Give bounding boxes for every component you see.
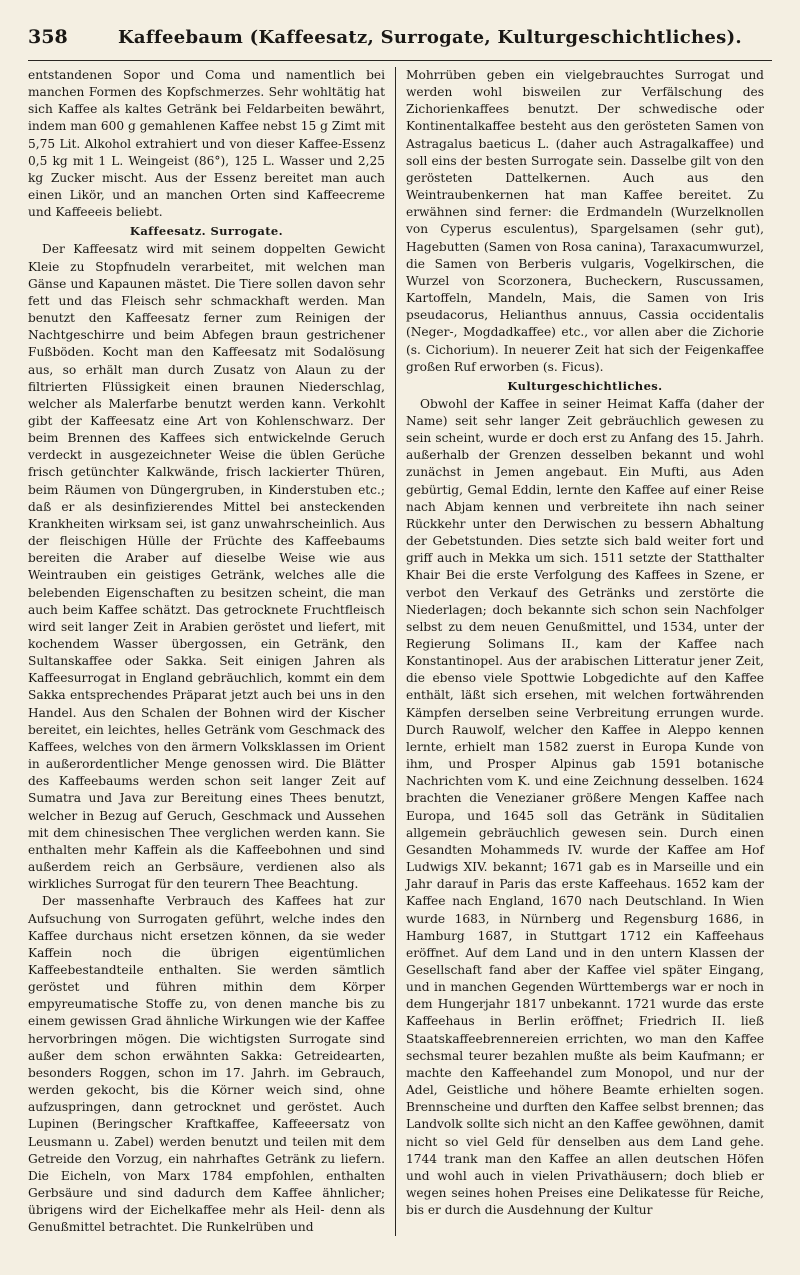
right-column bbox=[396, 67, 764, 1236]
left-paragraph-2: Der Kaffeesatz wird mit seinem doppelten Gewicht Kleie zu Stopfnudeln verarbeitet, mit welchen man Gänse und Kapaunen mästet. Die Tiere sollen davon sehr fett und das Fleisch sehr schmackhaft werden. Man benutzt den Kaffeesatz ferner zum Reinigen der Nachtgeschirre und beim Abfegen braun gestrichener Fußböden. Kocht man den Kaffeesatz mit Sodalösung aus, so erhält man durch Zusatz von Alaun zu der filtrierten Flüssigkeit einen braunen Niederschlag, welcher als Malerfarbe benutzt werden kann. Verkohlt gibt der Kaffeesatz eine Art von Kohlenschwarz. Der beim Brennen des Kaffees sich entwickelnde Geruch verdeckt in ausgezeichneter Weise die üblen Gerüche frisch getünchter Kalkwände, frisch lackierter Thüren, beim Räumen von Düngergruben, in Kinderstuben etc.; daß er als desinfizierendes Mittel bei ansteckenden Krankheiten wirksam sei, ist ganz unwahrscheinlich. Aus der fleischigen Hülle der Früchte des Kaffeebaums bereiten die Araber auf dieselbe Weise wie aus Weintrauben ein geistiges Getränk, welches alle die belebenden Eigenschaften zu besitzen scheint, die man auch beim Kaffee schätzt. Das getrocknete Fruchtfleisch wird seit langer Zeit in Arabien geröstet und liefert, mit kochendem Wasser übergossen, ein Getränk, den Sultanskaffee oder Sakka. Seit einigen Jahren als Kaffeesurrogat in England gebräuchlich, kommt ein dem Sakka entsprechendes Präparat jetzt auch bei uns in den Handel. Aus den Schalen der Bohnen wird der Kischer bereitet, ein leichtes, helles Getränk vom Geschmack des Kaffees, welches von den ärmern Volksklassen im Orient in außerordentlicher Menge genossen wird. Die Blätter des Kaffeebaums werden schon seit langer Zeit auf Sumatra und Java zur Bereitung eines Thees benutzt, welcher in Bezug auf Geruch, Geschmack und Aussehen mit dem chinesischen Thee verglichen werden kann. Sie enthalten mehr Kaffein als die Kaffeebohnen und sind außerdem reich an Gerbsäure, verdienen also als wirkliches Surrogat für den teurern Thee Beachtung. bbox=[28, 242, 385, 892]
left-paragraph-1: entstandenen Sopor und Coma und namentlich bei manchen Formen des Kopfschmerzes. Sehr wohltätig hat sich Kaffee als kaltes Getränk bei Feldarbeiten bewährt, indem man 600 g gemahlenen Kaffee nebst 15 g Zimt mit 5,75 Lit. Alkohol extrahiert und von dieser Kaffee-Essenz 0,5 kg mit 1 L. Weingeist (86°), 125 L. Wasser und 2,25 kg Zucker mischt. Aus der Essenz bereitet man auch einen Likör, und an manchen Orten sind Kaffeecreme und Kaffeeeis beliebt. bbox=[28, 68, 385, 220]
left-paragraph-3: Der massenhafte Verbrauch des Kaffees hat zur Aufsuchung von Surrogaten geführt, welche indes den Kaffee durchaus nicht ersetzen können, da sie weder Kaffein noch die übrigen eigentümlichen Kaffeebestandteile enthalten. Sie werden sämtlich geröstet und führen mithin dem Körper empyreumatische Stoffe zu, von denen manche bis zu einem gewissen Grad ähnliche Wirkungen wie der Kaffee hervorbringen mögen. Die wichtigsten Surrogate sind außer dem schon erwähnten Sakka: Getreidearten, besonders Roggen, schon im 17. Jahrh. im Gebrauch, werden gekocht, bis die Körner weich sind, ohne aufzuspringen, dann getrocknet und geröstet. Auch Lupinen (Beringscher Kraftkaffee, Kaffeeersatz von Leusmann u. Zabel) werden benutzt und teilen mit dem Getreide den Vorzug, ein nahrhaftes Getränk zu liefern. Die Eicheln, von Marx 1784 empfohlen, enthalten Gerbsäure und sind dadurch dem Kaffee ähnlicher; übrigens wird der Eichelkaffee mehr als Heil- denn als Genußmittel betrachtet. Die Runkelrüben und bbox=[28, 894, 385, 1235]
right-paragraph-2: Obwohl der Kaffee in seiner Heimat Kaffa (daher der Name) seit sehr langer Zeit gebräuchlich gewesen zu sein scheint, wurde er doch erst zu Anfang des 15. Jahrh. außerhalb der Grenzen desselben bekannt und wohl zunächst in Jemen angebaut. Ein Mufti, aus Aden gebürtig, Gemal Eddin, lernte den Kaffee auf einer Reise nach Abjam kennen und verbreitete ihn nach seiner Rückkehr unter den Derwischen zu bessern Abhaltung der Gebetstunden. Dies setzte sich bald weiter fort und griff auch in Mekka um sich. 1511 setzte der Statthalter Khair Bei die erste Verfolgung des Kaffees in Szene, er verbot den Verkauf des Getränks und zerstörte die Niederlagen; doch bekannte sich schon sein Nachfolger selbst zu dem neuen Genußmittel, und 1534, unter der Regierung Solimans II., kam der Kaffee nach Konstantinopel. Aus der arabischen Litteratur jener Zeit, die ebenso viele Spottwie Lobgedichte auf den Kaffee enthält, läßt sich ersehen, mit welchen fortwährenden Kämpfen derselben seine Verbreitung errungen wurde. Durch Rauwolf, welcher den Kaffee in Aleppo kennen lernte, erhielt man 1582 zuerst in Europa Kunde von ihm, und Prosper Alpinus gab 1591 botanische Nachrichten vom K. und eine Zeichnung desselben. 1624 brachten die Venezianer größere Mengen Kaffee nach Europa, und 1645 soll das Getränk in Süditalien allgemein gebräuchlich gewesen sein. Durch einen Gesandten Mohammeds IV. wurde der Kaffee am Hof Ludwigs XIV. bekannt; 1671 gab es in Marseille und ein Jahr darauf in Paris das erste Kaffeehaus. 1652 kam der Kaffee nach England, 1670 nach Deutschland. In Wien wurde 1683, in Nürnberg und Regensburg 1686, in Hamburg 1687, in Stuttgart 1712 ein Kaffeehaus eröffnet. Auf dem Land und in den untern Klassen der Gesellschaft fand aber der Kaffee viel später Eingang, und in manchen Gegenden Württembergs war er noch in dem Hungerjahr 1817 unbekannt. 1721 wurde das erste Kaffeehaus in Berlin eröffnet; Friedrich II. ließ Staatskaffeebrennereien errichten, wo man den Kaffee sechsmal teurer bezahlen mußte als beim Kaufmann; er machte den Kaffeehandel zum Monopol, und nur der Adel, Geistliche und höhere Beamte erhielten sogen. Brennscheine und durften den Kaffee selbst brennen; das Landvolk sollte sich nicht an den Kaffee gewöhnen, damit nicht so viel Geld für denselben aus dem Land gehe. 1744 trank man den Kaffee an allen deutschen Höfen und wohl auch in vielen Privathäusern; doch blieb er wegen seines hohen Preises eine Delikatesse für Reiche, bis er durch die Ausdehnung der Kultur bbox=[406, 396, 764, 1218]
section-heading-kaffeesatz: Kaffeesatz. Surrogate. bbox=[129, 224, 284, 239]
left-column bbox=[28, 67, 396, 1236]
page-header bbox=[28, 26, 772, 61]
page-number: 358 bbox=[28, 26, 68, 48]
section-heading-kulturgeschichtliches: Kulturgeschichtliches. bbox=[507, 378, 663, 393]
text-columns bbox=[28, 67, 772, 1236]
running-title: Kaffeebaum (Kaffeesatz, Surrogate, Kulturgeschichtliches). bbox=[117, 27, 742, 48]
right-paragraph-1: Mohrrüben geben ein vielgebrauchtes Surrogat und werden wohl bisweilen zur Verfälschung des Zichorienkaffees benutzt. Der schwedische oder Kontinentalkaffee besteht aus den gerösteten Samen von Astragalus baeticus L. (daher auch Astragalkaffee) und soll eins der besten Surrogate sein. Dasselbe gilt von den gerösteten Dattelkernen. Auch aus den Weintraubenkernen hat man Kaffee bereitet. Zu erwähnen sind ferner: die Erdmandeln (Wurzelknollen von Cyperus esculentus), Spargelsamen (sehr gut), Hagebutten (Samen von Rosa canina), Taraxacumwurzel, die Samen von Berberis vulgaris, Vogelkirschen, die Wurzel von Scorzonera, Bucheckern, Ruscussamen, Kartoffeln, Mandeln, Mais, die Samen von Iris pseudacorus, Helianthus annuus, Cassia occidentalis (Neger-, Mogdadkaffee) etc., vor allen aber die Zichorie (s. Cichorium). In neuerer Zeit hat sich der Feigenkaffee großen Ruf erworben (s. Ficus). bbox=[406, 68, 764, 374]
